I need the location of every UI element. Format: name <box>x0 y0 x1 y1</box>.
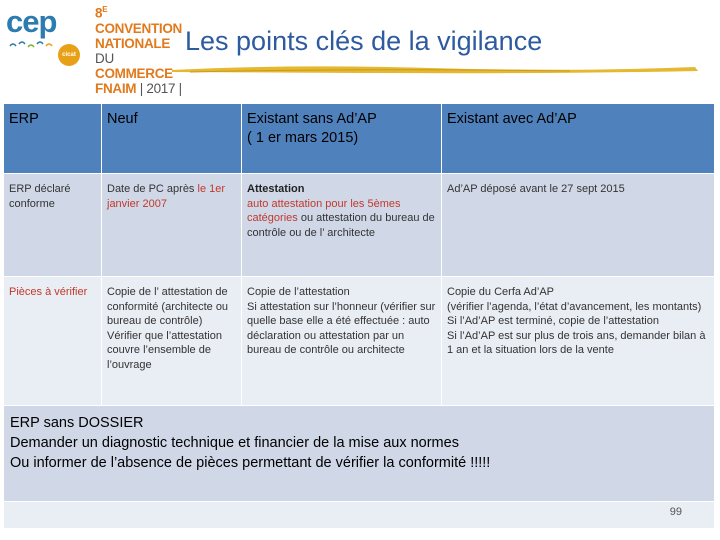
row1-attestation-rest: ou attestation du bureau de contrôle ou de l’ architecte <box>247 212 435 239</box>
header-existant-sans: Existant sans Ad’AP ( 1 er mars 2015) <box>242 104 442 173</box>
full-row-line3: Ou informer de l’absence de pièces permettant de vérifier la conformité !!!!! <box>10 455 491 471</box>
page-number: 99 <box>669 506 682 518</box>
cep-logo-text: cep <box>6 4 57 39</box>
convention-year: | 2017 | <box>139 80 182 96</box>
title-underline <box>170 62 700 76</box>
row1-label: ERP déclaré conforme <box>4 174 102 276</box>
convention-logo <box>95 2 185 96</box>
erp-sans-dossier-row <box>4 406 714 502</box>
row1-neuf-date: le 1er janvier 2007 <box>107 183 226 210</box>
table-row <box>4 174 714 277</box>
convention-num: 8 <box>95 5 103 21</box>
cep-logo <box>6 4 76 62</box>
vigilance-table <box>4 104 714 528</box>
row2-existant-sans: Copie de l’attestation Si attestation sur l’honneur (vérifier sur quelle base elle a été effectuée : auto déclaration ou attestation par un bureau de contrôle ou architecte <box>242 277 442 405</box>
row1-existant-sans <box>242 174 442 276</box>
header-neuf: Neuf <box>102 104 242 173</box>
cicat-badge: cicat <box>58 44 80 66</box>
header-existant-avec: Existant avec Ad’AP <box>447 111 577 127</box>
convention-commerce: COMMERCE <box>95 65 173 81</box>
convention-nationale: NATIONALE <box>95 35 171 51</box>
header-erp: ERP <box>4 104 102 173</box>
convention-du: DU <box>95 50 114 66</box>
row1-neuf-text: Date de PC après <box>107 183 198 195</box>
row2-neuf: Copie de l’ attestation de conformité (architecte ou bureau de contrôle) Vérifier que l’attestation couvre l’ensemble de l’ouvrage <box>102 277 242 405</box>
convention-sup: E <box>102 5 108 14</box>
row2-label <box>4 277 102 405</box>
table-header-row <box>4 104 714 174</box>
convention-word: CONVENTION <box>95 20 183 36</box>
page-title: Les points clés de la vigilance <box>185 26 543 56</box>
row2-label-text: Pièces à vérifier <box>9 286 88 298</box>
row1-neuf <box>102 174 242 276</box>
full-row-line1: ERP sans DOSSIER <box>10 415 144 431</box>
row2-existant-avec: Copie du Cerfa Ad’AP (vérifier l’agenda, l’état d’avancement, les montants) Si l’Ad’AP est terminé, copie de l’attestation Si l’Ad’AP est sur plus de trois ans, demander bilan à 1 an et la situation lors de la vente <box>447 286 706 356</box>
table-footer-row <box>4 502 714 528</box>
row1-auto-attestation: auto attestation pour les 5èmes catégories <box>247 197 401 224</box>
full-row-line2: Demander un diagnostic technique et financier de la mise aux normes <box>10 435 459 451</box>
birds-icon <box>8 38 60 52</box>
row1-attestation-label: Attestation <box>247 183 305 195</box>
row1-existant-avec: Ad’AP déposé avant le 27 sept 2015 <box>447 183 625 195</box>
convention-fnaim: FNAIM <box>95 80 137 96</box>
table-row <box>4 277 714 406</box>
